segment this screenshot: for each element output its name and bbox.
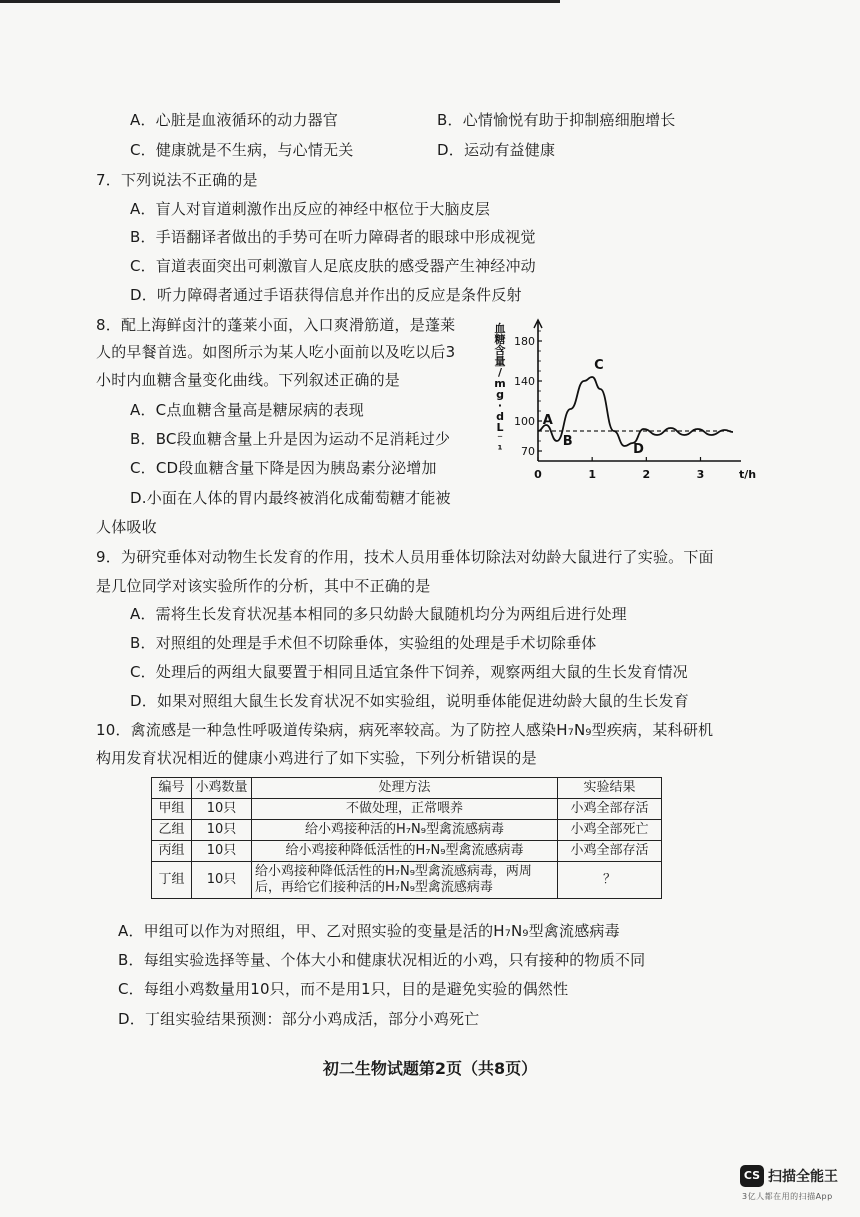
q10-option-d: D．丁组实验结果预测：部分小鸡成活，部分小鸡死亡: [118, 1010, 480, 1028]
table-header: 编号: [152, 778, 192, 799]
scan-edge: [0, 0, 560, 3]
q10-option-a: A．甲组可以作为对照组，甲、乙对照实验的变量是活的H₇N₉型禽流感病毒: [118, 922, 620, 940]
table-cell: 小鸡全部存活: [558, 841, 662, 862]
q6-option-a: A．心脏是血液循环的动力器官: [130, 111, 339, 129]
table-row: [152, 799, 662, 820]
y-label-char: ¹: [497, 443, 503, 456]
table-cell: 10只: [192, 841, 252, 862]
q10-stem-line1: 10．禽流感是一种急性呼吸道传染病，病死率较高。为了防控人感染H₇N₉型疾病，某科研机: [96, 721, 714, 739]
table-cell: 丁组: [152, 862, 192, 899]
y-label-char: g: [496, 388, 504, 401]
page-footer: 初二生物试题第2页（共8页）: [322, 1059, 538, 1078]
x-tick-label: 0: [534, 468, 542, 481]
q9-stem-line1: 9．为研究垂体对动物生长发育的作用，技术人员用垂体切除法对幼龄大鼠进行了实验。下面: [96, 548, 714, 566]
y-label-char: 糖: [494, 333, 506, 346]
y-tick-label: 70: [521, 445, 535, 458]
scanner-tagline: 3亿人都在用的扫描App: [742, 1192, 833, 1201]
y-label-char: m: [494, 377, 506, 390]
q10-stem-line2: 构用发育状况相近的健康小鸡进行了如下实验，下列分析错误的是: [96, 749, 537, 767]
table-header: 处理方法: [252, 778, 558, 799]
q7-option-d: D．听力障碍者通过手语获得信息并作出的反应是条件反射: [130, 286, 522, 304]
q8-option-a: A．C点血糖含量高是糖尿病的表现: [130, 401, 364, 419]
y-label-char: L: [496, 421, 504, 434]
chart-axes: [534, 320, 756, 481]
x-axis-label: t/h: [739, 468, 757, 481]
y-label-char: /: [497, 366, 503, 379]
table-row: [152, 862, 662, 899]
q9-stem-line2: 是几位同学对该实验所作的分析，其中不正确的是: [96, 577, 431, 595]
q6-option-d: D．运动有益健康: [437, 141, 556, 159]
q9-option-b: B．对照组的处理是手术但不切除垂体，实验组的处理是手术切除垂体: [130, 634, 597, 652]
q8-stem-line3: 小时内血糖含量变化曲线。下列叙述正确的是: [96, 371, 401, 389]
scanner-logo-icon: CS: [740, 1165, 764, 1187]
q9-option-d: D．如果对照组大鼠生长发育状况不如实验组，说明垂体能促进幼龄大鼠的生长发育: [130, 692, 689, 710]
y-tick-label: 180: [514, 335, 535, 348]
table-cell: 甲组: [152, 799, 192, 820]
q6-option-c: C．健康就是不生病，与心情无关: [130, 141, 354, 159]
table-header-row: [152, 778, 662, 799]
x-tick-label: 1: [588, 468, 596, 481]
table-cell: 给小鸡接种降低活性的H₇N₉型禽流感病毒: [252, 841, 558, 862]
table-cell: 给小鸡接种降低活性的H₇N₉型禽流感病毒，两周后，再给它们接种活的H₇N₉型禽流感病毒: [252, 862, 558, 899]
table-cell: 给小鸡接种活的H₇N₉型禽流感病毒: [252, 820, 558, 841]
q7-option-c: C．盲道表面突出可刺激盲人足底皮肤的感受器产生神经冲动: [130, 257, 536, 275]
y-label-char: ·: [497, 399, 503, 412]
table-cell: ？: [558, 862, 662, 899]
point-label-b: B: [562, 434, 573, 449]
q9-option-a: A．需将生长发育状况基本相同的多只幼龄大鼠随机均分为两组后进行处理: [130, 605, 627, 623]
table-header: 实验结果: [558, 778, 662, 799]
y-label-char: ⁻: [497, 432, 503, 445]
table-cell: 乙组: [152, 820, 192, 841]
blood-glucose-chart: [482, 316, 757, 491]
q10-option-c: C．每组小鸡数量用10只，而不是用1只，目的是避免实验的偶然性: [118, 980, 569, 998]
table-cell: 小鸡全部死亡: [558, 820, 662, 841]
table-row: [152, 841, 662, 862]
chart-ylabel: [494, 321, 505, 456]
scanner-name: 扫描全能王: [768, 1169, 838, 1185]
q9-option-c: C．处理后的两组大鼠要置于相同且适宜条件下饲养，观察两组大鼠的生长发育情况: [130, 663, 688, 681]
q8-option-d-line1: D.小面在人体的胃内最终被消化成葡萄糖才能被: [130, 489, 451, 507]
q10-option-b: B．每组实验选择等量、个体大小和健康状况相近的小鸡，只有接种的物质不同: [118, 951, 646, 969]
experiment-table: [151, 777, 662, 899]
scanner-watermark: [740, 1163, 852, 1207]
q8-option-d-line2: 人体吸收: [96, 518, 157, 536]
q6-option-b: B．心情愉悦有助于抑制癌细胞增长: [437, 111, 676, 129]
chart-annotations: [543, 358, 644, 457]
table-cell: 不做处理，正常喂养: [252, 799, 558, 820]
table-cell: 丙组: [152, 841, 192, 862]
q8-option-c: C．CD段血糖含量下降是因为胰岛素分泌增加: [130, 459, 437, 477]
table-header: 小鸡数量: [192, 778, 252, 799]
q8-option-b: B．BC段血糖含量上升是因为运动不足消耗过少: [130, 430, 451, 448]
q7-option-a: A．盲人对盲道刺激作出反应的神经中枢位于大脑皮层: [130, 200, 491, 218]
chart-ticks: [514, 331, 704, 481]
point-label-a: A: [542, 413, 553, 428]
y-label-char: 血: [494, 322, 506, 335]
q7-stem: 7．下列说法不正确的是: [96, 171, 258, 189]
x-tick-label: 3: [696, 468, 705, 481]
table-cell: 小鸡全部存活: [558, 799, 662, 820]
x-tick-label: 2: [642, 468, 651, 481]
y-tick-label: 140: [514, 375, 535, 388]
y-label-char: 量: [494, 355, 506, 368]
y-label-char: 含: [494, 344, 506, 357]
y-label-char: d: [496, 410, 504, 423]
table-row: [152, 820, 662, 841]
q7-option-b: B．手语翻译者做出的手势可在听力障碍者的眼球中形成视觉: [130, 228, 536, 246]
table-cell: 10只: [192, 799, 252, 820]
table-cell: 10只: [192, 862, 252, 899]
point-label-d: D: [633, 442, 644, 457]
point-label-c: C: [594, 358, 604, 373]
y-tick-label: 100: [514, 415, 535, 428]
q8-stem-line1: 8．配上海鲜卤汁的蓬莱小面，入口爽滑筋道，是蓬莱: [96, 316, 456, 334]
q8-stem-line2: 人的早餐首选。如图所示为某人吃小面前以及吃以后3: [96, 343, 456, 361]
table-cell: 10只: [192, 820, 252, 841]
